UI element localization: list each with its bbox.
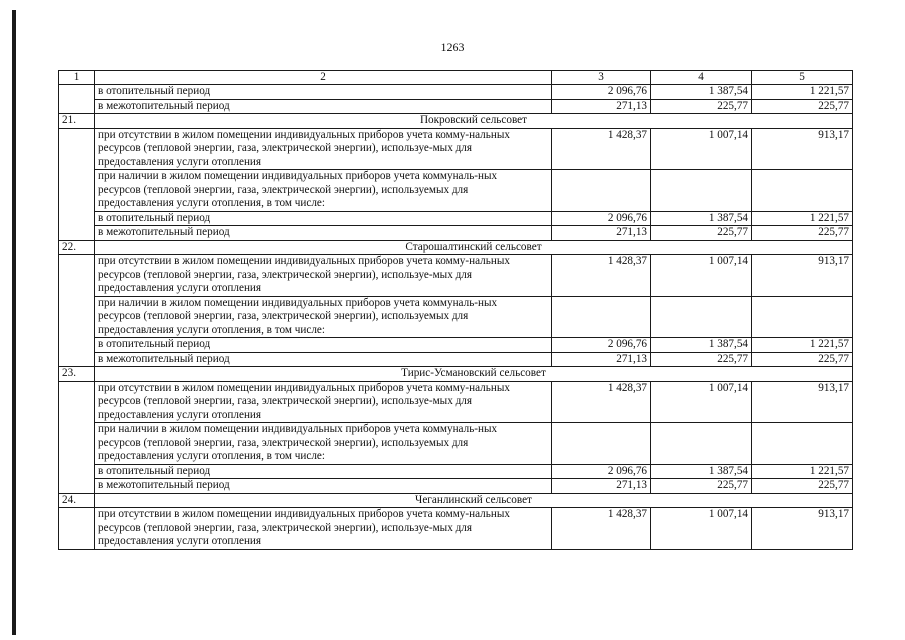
section-row [59,367,853,382]
row-description [95,170,552,212]
value-col-5: 1 221,57 [752,85,853,100]
row-description [95,296,552,338]
binding-margin-bar [12,10,16,635]
row-description [95,255,552,297]
value-col-3: 271,13 [552,226,651,241]
tariff-table-body [59,71,853,550]
table-row [59,338,853,353]
row-description [95,508,552,550]
value-col-5: 225,77 [752,226,853,241]
column-header-3: 3 [552,71,651,85]
row-description [95,99,552,114]
value-col-4: 1 387,54 [651,338,752,353]
section-row [59,114,853,129]
value-col-5: 1 221,57 [752,338,853,353]
row-description-text: при отсутствии в жилом помещении индивидуальных приборов учета комму-нальных ресурсов (тепловой энергии, газа, электрической энергии), используе-мых для предоставления услуги отопления [98,508,510,547]
table-row [59,170,853,212]
value-col-5: 913,17 [752,128,853,170]
value-col-4: 1 007,14 [651,128,752,170]
value-col-5 [752,296,853,338]
value-col-3: 2 096,76 [552,85,651,100]
row-description [95,381,552,423]
section-title: Чеганлинский сельсовет [95,493,853,508]
row-description-text: в межотопительный период [98,352,230,365]
row-description [95,211,552,226]
section-title: Старошалтинский сельсовет [95,240,853,255]
value-col-3: 271,13 [552,99,651,114]
table-row [59,128,853,170]
section-index: 23. [59,367,95,382]
value-col-3: 1 428,37 [552,508,651,550]
value-col-4 [651,296,752,338]
table-row [59,508,853,550]
value-col-3: 2 096,76 [552,211,651,226]
value-col-4: 1 387,54 [651,85,752,100]
table-row [59,352,853,367]
table-row [59,99,853,114]
section-row [59,493,853,508]
value-col-3: 1 428,37 [552,381,651,423]
value-col-4: 1 387,54 [651,211,752,226]
row-index-cell [59,508,95,550]
section-index: 22. [59,240,95,255]
row-description-text: в отопительный период [98,85,211,97]
row-description-text: при отсутствии в жилом помещении индивидуальных приборов учета комму-нальных ресурсов (тепловой энергии, газа, электрической энергии), используе-мых для предоставления услуги отопления [98,255,510,294]
section-row [59,240,853,255]
table-row [59,423,853,465]
table-header-row [59,71,853,85]
row-description-text: при наличии в жилом помещении индивидуальных приборов учета коммуналь-ных ресурсов (тепловой энергии, газа, электрической энергии), используемых для предоставления услуги отопления, в том числе: [98,423,498,462]
tariff-table [58,70,853,550]
value-col-4: 1 387,54 [651,464,752,479]
table-row [59,226,853,241]
value-col-3: 271,13 [552,479,651,494]
table-row [59,479,853,494]
row-description-text: при наличии в жилом помещении индивидуальных приборов учета коммуналь-ных ресурсов (тепловой энергии, газа, электрической энергии), используемых для предоставления услуги отопления, в том числе: [98,170,498,209]
row-index-cell [59,255,95,367]
row-description [95,352,552,367]
row-description-text: в межотопительный период [98,479,230,491]
table-row [59,211,853,226]
section-title: Покровский сельсовет [95,114,853,129]
section-title: Тирис-Усмановский сельсовет [95,367,853,382]
row-description [95,423,552,465]
value-col-4: 225,77 [651,226,752,241]
value-col-4 [651,423,752,465]
value-col-4: 1 007,14 [651,381,752,423]
value-col-4 [651,170,752,212]
value-col-4: 225,77 [651,352,752,367]
value-col-4: 225,77 [651,479,752,494]
row-description [95,128,552,170]
table-row [59,464,853,479]
value-col-5: 225,77 [752,352,853,367]
row-index-cell [59,85,95,114]
value-col-3 [552,296,651,338]
value-col-3: 271,13 [552,352,651,367]
value-col-5: 913,17 [752,508,853,550]
value-col-5 [752,170,853,212]
value-col-3: 2 096,76 [552,338,651,353]
value-col-5: 225,77 [752,479,853,494]
section-index: 24. [59,493,95,508]
row-description-text: при наличии в жилом помещении индивидуальных приборов учета коммуналь-ных ресурсов (тепловой энергии, газа, электрической энергии), используемых для предоставления услуги отопления, в том числе: [98,296,498,336]
value-col-3: 1 428,37 [552,255,651,297]
column-header-4: 4 [651,71,752,85]
value-col-3: 1 428,37 [552,128,651,170]
value-col-5: 1 221,57 [752,211,853,226]
row-description-text: в межотопительный период [98,99,230,112]
value-col-4: 225,77 [651,99,752,114]
column-header-5: 5 [752,71,853,85]
section-index: 21. [59,114,95,129]
row-description [95,479,552,494]
row-index-cell [59,128,95,240]
row-description-text: при отсутствии в жилом помещении индивидуальных приборов учета комму-нальных ресурсов (тепловой энергии, газа, электрической энергии), используе-мых для предоставления услуги отопления [98,128,510,168]
column-header-1: 1 [59,71,95,85]
value-col-4: 1 007,14 [651,255,752,297]
row-description [95,226,552,241]
value-col-5: 913,17 [752,255,853,297]
value-col-5 [752,423,853,465]
row-description-text: в межотопительный период [98,226,230,238]
value-col-5: 913,17 [752,381,853,423]
table-row [59,85,853,100]
row-description [95,464,552,479]
value-col-3 [552,170,651,212]
value-col-5: 1 221,57 [752,464,853,479]
value-col-3: 2 096,76 [552,464,651,479]
row-description-text: при отсутствии в жилом помещении индивидуальных приборов учета комму-нальных ресурсов (тепловой энергии, газа, электрической энергии), используе-мых для предоставления услуги отопления [98,381,510,421]
column-header-2: 2 [95,71,552,85]
row-description-text: в отопительный период [98,464,211,477]
row-description-text: в отопительный период [98,338,211,350]
row-index-cell [59,381,95,493]
value-col-5: 225,77 [752,99,853,114]
table-row [59,296,853,338]
table-row [59,381,853,423]
row-description [95,338,552,353]
row-description [95,85,552,100]
page-number: 1263 [440,40,465,54]
value-col-3 [552,423,651,465]
table-row [59,255,853,297]
value-col-4: 1 007,14 [651,508,752,550]
row-description-text: в отопительный период [98,211,211,224]
